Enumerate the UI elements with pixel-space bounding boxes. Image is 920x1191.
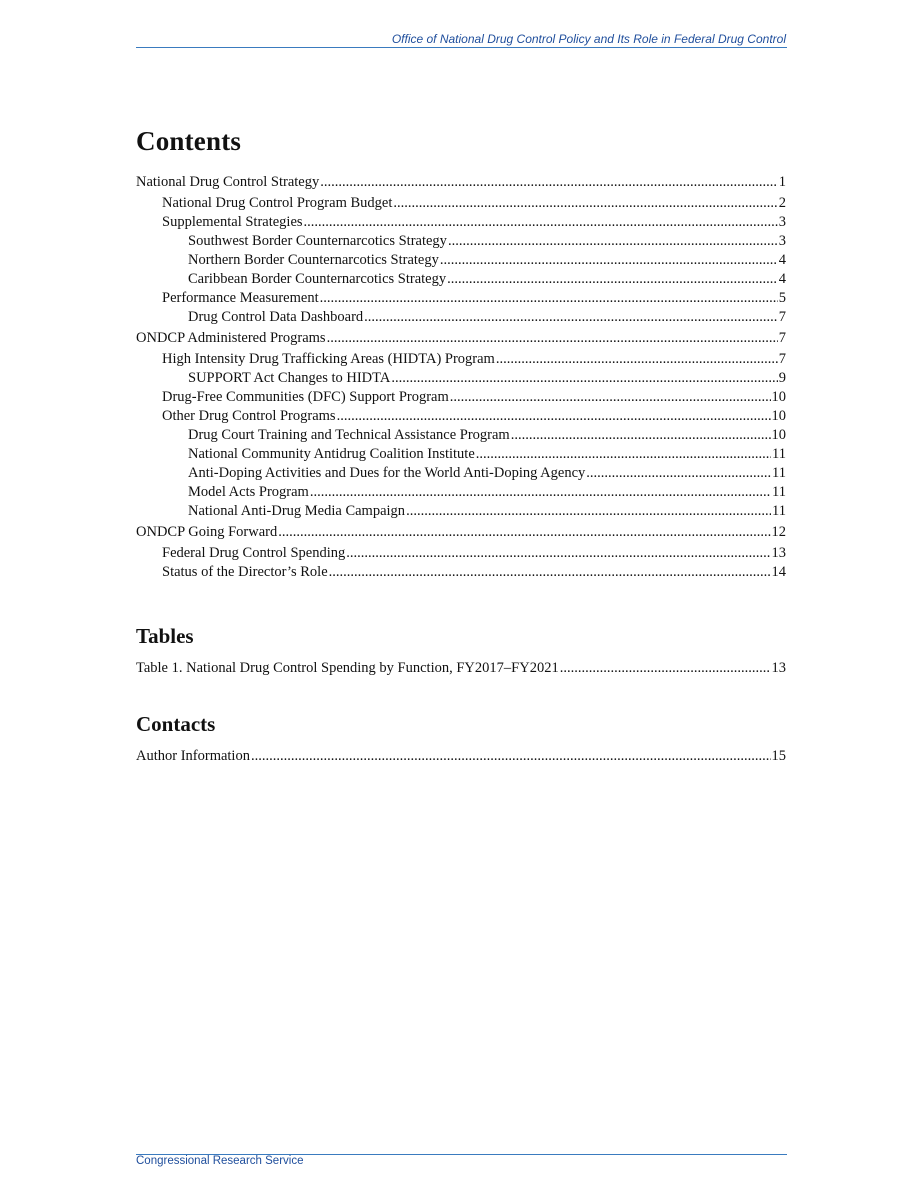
toc-page-number: 2 [778, 195, 786, 211]
toc-page-number: 13 [771, 545, 786, 561]
toc-entry-label: Model Acts Program [188, 484, 309, 500]
toc-entry[interactable] [136, 544, 786, 563]
toc-entry[interactable] [136, 502, 786, 521]
dot-leader [364, 308, 778, 327]
toc-entry[interactable] [136, 407, 786, 426]
dot-leader [393, 194, 777, 213]
dot-leader [496, 350, 778, 369]
toc-entry-label: ONDCP Administered Programs [136, 330, 326, 346]
toc-entry[interactable] [136, 232, 786, 251]
dot-leader [327, 329, 778, 348]
toc-page-number: 11 [772, 446, 786, 462]
toc-page-number: 3 [778, 214, 786, 230]
toc-entry-label: Author Information [136, 748, 250, 764]
dot-leader [320, 173, 778, 192]
toc-entry[interactable] [136, 426, 786, 445]
toc-entry[interactable] [136, 251, 786, 270]
running-footer: Congressional Research Service [136, 1155, 304, 1167]
toc-entry[interactable] [136, 747, 786, 766]
toc-entry-label: SUPPORT Act Changes to HIDTA [188, 370, 391, 386]
tables-heading: Tables [136, 624, 194, 648]
dot-leader [346, 544, 770, 563]
toc-entry[interactable] [136, 563, 786, 582]
toc-entry-label: Drug-Free Communities (DFC) Support Program [162, 389, 449, 405]
toc-entry[interactable] [136, 483, 786, 502]
dot-leader [251, 747, 771, 766]
toc-entry-label: Northern Border Counternarcotics Strategy [188, 252, 439, 268]
dot-leader [448, 232, 778, 251]
toc-page-number: 10 [771, 408, 786, 424]
toc-entry[interactable] [136, 270, 786, 289]
dot-leader [440, 251, 778, 270]
table-of-contents [136, 126, 786, 766]
toc-page-number: 11 [772, 484, 786, 500]
toc-entry-label: Other Drug Control Programs [162, 408, 336, 424]
toc-entry[interactable] [136, 289, 786, 308]
toc-entry[interactable] [136, 213, 786, 232]
contacts-heading: Contacts [136, 712, 216, 736]
toc-entry-label: Drug Control Data Dashboard [188, 309, 364, 325]
dot-leader [560, 659, 771, 678]
toc-page-number: 7 [778, 330, 786, 346]
toc-entry[interactable] [136, 194, 786, 213]
toc-entry-label: Performance Measurement [162, 290, 319, 306]
dot-leader [320, 289, 778, 308]
toc-entry-label: National Drug Control Strategy [136, 174, 320, 190]
toc-entry-label: Table 1. National Drug Control Spending by Function, FY2017–FY2021 [136, 660, 559, 676]
toc-entry-label: ONDCP Going Forward [136, 524, 278, 540]
toc-page-number: 3 [778, 233, 786, 249]
toc-entry-label: National Drug Control Program Budget [162, 195, 393, 211]
dot-leader [278, 523, 770, 542]
dot-leader [447, 270, 778, 289]
toc-page-number: 12 [771, 524, 786, 540]
toc-entry[interactable] [136, 445, 786, 464]
section-spacer [136, 678, 786, 712]
dot-leader [304, 213, 778, 232]
toc-entry-label: Federal Drug Control Spending [162, 545, 346, 561]
toc-page-number: 4 [778, 271, 786, 287]
toc-page-number: 15 [771, 748, 786, 764]
dot-leader [406, 502, 771, 521]
toc-entry[interactable] [136, 369, 786, 388]
toc-entry-label: National Community Antidrug Coalition Institute [188, 446, 475, 462]
toc-page-number: 14 [771, 564, 786, 580]
toc-entry-label: High Intensity Drug Trafficking Areas (HIDTA) Program [162, 351, 495, 367]
toc-entry-label: National Anti-Drug Media Campaign [188, 503, 406, 519]
toc-entry-label: Caribbean Border Counternarcotics Strategy [188, 271, 447, 287]
toc-entry-label: Drug Court Training and Technical Assistance Program [188, 427, 510, 443]
toc-entry[interactable] [136, 308, 786, 327]
toc-page-number: 9 [778, 370, 786, 386]
dot-leader [450, 388, 771, 407]
toc-entry-label: Anti-Doping Activities and Dues for the World Anti-Doping Agency [188, 465, 586, 481]
toc-page-number: 5 [778, 290, 786, 306]
running-header: Office of National Drug Control Policy and Its Role in Federal Drug Control [391, 32, 786, 46]
dot-leader [329, 563, 771, 582]
toc-page-number: 13 [771, 660, 786, 676]
toc-entry[interactable] [136, 464, 786, 483]
dot-leader [511, 426, 771, 445]
header-rule [136, 47, 787, 48]
dot-leader [391, 369, 777, 388]
contents-heading: Contents [136, 126, 242, 156]
toc-entry-label: Southwest Border Counternarcotics Strategy [188, 233, 447, 249]
section-spacer [136, 582, 786, 624]
toc-entry[interactable] [136, 329, 786, 348]
toc-page-number: 7 [778, 309, 786, 325]
toc-page-number: 11 [772, 465, 786, 481]
toc-entry[interactable] [136, 659, 786, 678]
toc-page-number: 11 [772, 503, 786, 519]
dot-leader [310, 483, 771, 502]
toc-page-number: 4 [778, 252, 786, 268]
toc-entry[interactable] [136, 388, 786, 407]
toc-page-number: 10 [771, 389, 786, 405]
toc-page-number: 7 [778, 351, 786, 367]
toc-entry-label: Status of the Director’s Role [162, 564, 328, 580]
toc-entry[interactable] [136, 350, 786, 369]
toc-page-number: 10 [771, 427, 786, 443]
toc-page-number: 1 [778, 174, 786, 190]
toc-entry-label: Supplemental Strategies [162, 214, 303, 230]
dot-leader [337, 407, 771, 426]
toc-entry[interactable] [136, 523, 786, 542]
toc-entry[interactable] [136, 173, 786, 192]
dot-leader [476, 445, 771, 464]
dot-leader [586, 464, 771, 483]
